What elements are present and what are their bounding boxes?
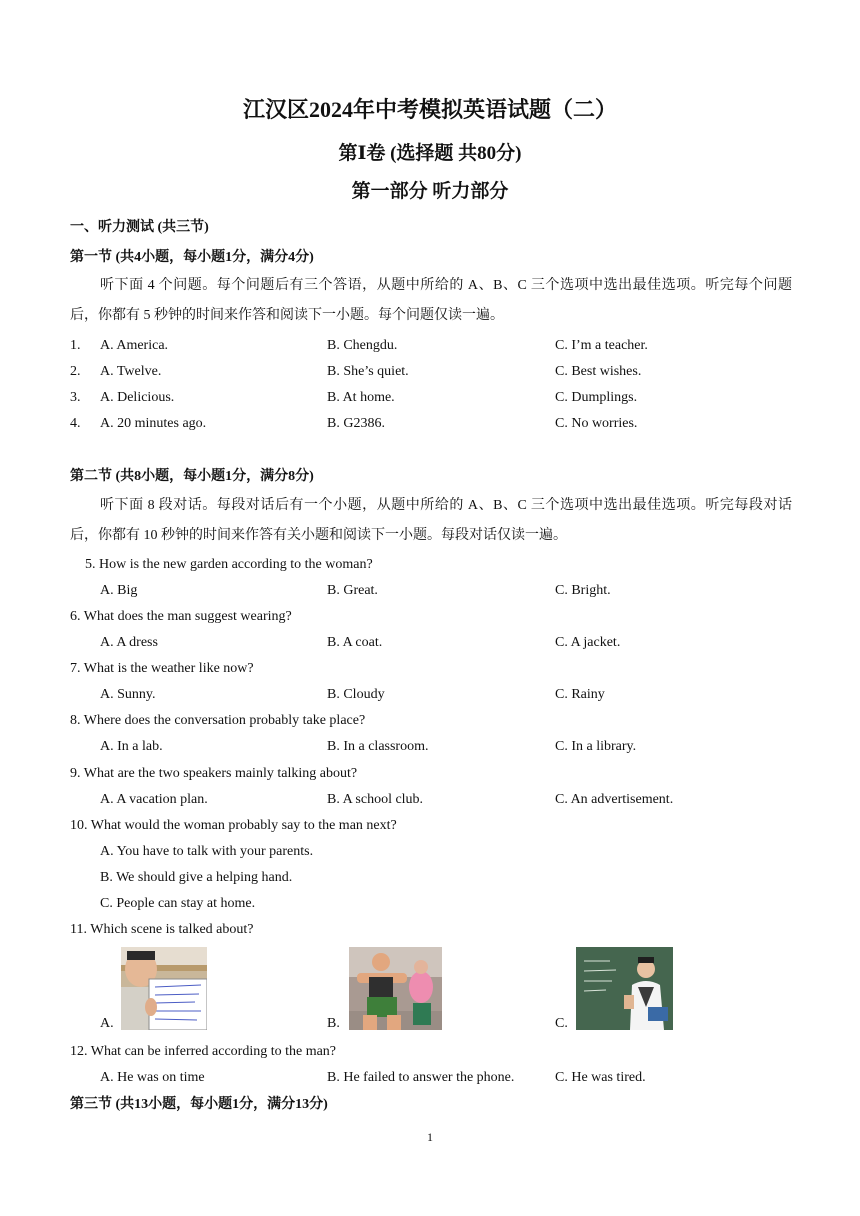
- q10-option-c: C. People can stay at home.: [100, 896, 256, 911]
- q2-option-a: A. Twelve.: [100, 364, 162, 379]
- q5-option-b: B. Great.: [327, 583, 378, 598]
- q2-option-c: C. Best wishes.: [555, 364, 642, 379]
- q1-option-b: B. Chengdu.: [327, 338, 398, 353]
- q3-option-b: B. At home.: [327, 390, 395, 405]
- q9-option-c: C. An advertisement.: [555, 792, 674, 807]
- page-number: 1: [427, 1130, 433, 1144]
- q3-option-a: A. Delicious.: [100, 390, 175, 405]
- q1-number: 1.: [70, 338, 81, 353]
- q8-question: 8. Where does the conversation probably take place?: [70, 713, 366, 728]
- s1-instruction: 听下面 4 个问题。每个问题后有三个答语，从题中所给的 A、B、C 三个选项中选出最佳选项。听完每个问题后，你都有 5 秒钟的时间来作答和阅读下一小题。每个问题仅读一遍。: [70, 278, 792, 323]
- q6-option-b: B. A coat.: [327, 635, 383, 650]
- q8-option-b: B. In a classroom.: [327, 739, 429, 754]
- q12-option-b: B. He failed to answer the phone.: [327, 1070, 515, 1085]
- q6-question: 6. What does the man suggest wearing?: [70, 609, 292, 624]
- q7-question: 7. What is the weather like now?: [70, 661, 254, 676]
- q4-option-b: B. G2386.: [327, 416, 385, 431]
- q7-option-a: A. Sunny.: [100, 687, 156, 702]
- q11-question: 11. Which scene is talked about?: [70, 922, 254, 937]
- s1-heading: 第一节 (共4小题，每小题1分，满分4分): [70, 250, 314, 265]
- q2-option-b: B. She’s quiet.: [327, 364, 409, 379]
- q6-option-a: A. A dress: [100, 635, 158, 650]
- q9-option-a: A. A vacation plan.: [100, 792, 208, 807]
- q4-number: 4.: [70, 416, 81, 431]
- q8-option-c: C. In a library.: [555, 739, 637, 754]
- q10-option-a: A. You have to talk with your parents.: [100, 844, 314, 859]
- q12-option-a: A. He was on time: [100, 1070, 205, 1085]
- q11-image-a: [121, 947, 207, 1030]
- volume-heading: 第Ⅰ卷 (选择题 共80分): [338, 143, 522, 164]
- exam-title: 江汉区2024年中考模拟英语试题（二）: [242, 97, 617, 122]
- q5-option-a: A. Big: [100, 583, 138, 598]
- q9-question: 9. What are the two speakers mainly talking about?: [70, 766, 358, 781]
- q7-option-b: B. Cloudy: [327, 687, 385, 702]
- q5-question: 5. How is the new garden according to the woman?: [85, 557, 373, 572]
- q11-image-b: [349, 947, 442, 1030]
- q3-option-c: C. Dumplings.: [555, 390, 638, 405]
- q12-question: 12. What can be inferred according to the man?: [70, 1044, 337, 1059]
- q3-number: 3.: [70, 390, 81, 405]
- q11-image-c: [576, 947, 673, 1030]
- q1-option-a: A. America.: [100, 338, 169, 353]
- q10-question: 10. What would the woman probably say to the man next?: [70, 818, 397, 833]
- s3-heading: 第三节 (共13小题，每小题1分，满分13分): [70, 1097, 328, 1112]
- q4-option-a: A. 20 minutes ago.: [100, 416, 207, 431]
- q12-option-c: C. He was tired.: [555, 1070, 646, 1085]
- q7-option-c: C. Rainy: [555, 687, 605, 702]
- q5-option-c: C. Bright.: [555, 583, 611, 598]
- part-heading: 第一部分 听力部分: [351, 181, 509, 202]
- q11-option-c: C.: [555, 1016, 568, 1031]
- q11-option-a: A.: [100, 1016, 114, 1031]
- q11-option-b: B.: [327, 1016, 340, 1031]
- q2-number: 2.: [70, 364, 81, 379]
- q6-option-c: C. A jacket.: [555, 635, 621, 650]
- q8-option-a: A. In a lab.: [100, 739, 163, 754]
- q10-option-b: B. We should give a helping hand.: [100, 870, 293, 885]
- section-heading: 一、听力测试 (共三节): [70, 220, 209, 235]
- q9-option-b: B. A school club.: [327, 792, 424, 807]
- q1-option-c: C. I’m a teacher.: [555, 338, 648, 353]
- s2-heading: 第二节 (共8小题，每小题1分，满分8分): [70, 469, 314, 484]
- s2-instruction: 听下面 8 段对话。每段对话后有一个小题，从题中所给的 A、B、C 三个选项中选出最佳选项。听完每段对话后，你都有 10 秒钟的时间来作答有关小题和阅读下一小题。每段对话仅读一遍。: [70, 498, 792, 543]
- q4-option-c: C. No worries.: [555, 416, 638, 431]
